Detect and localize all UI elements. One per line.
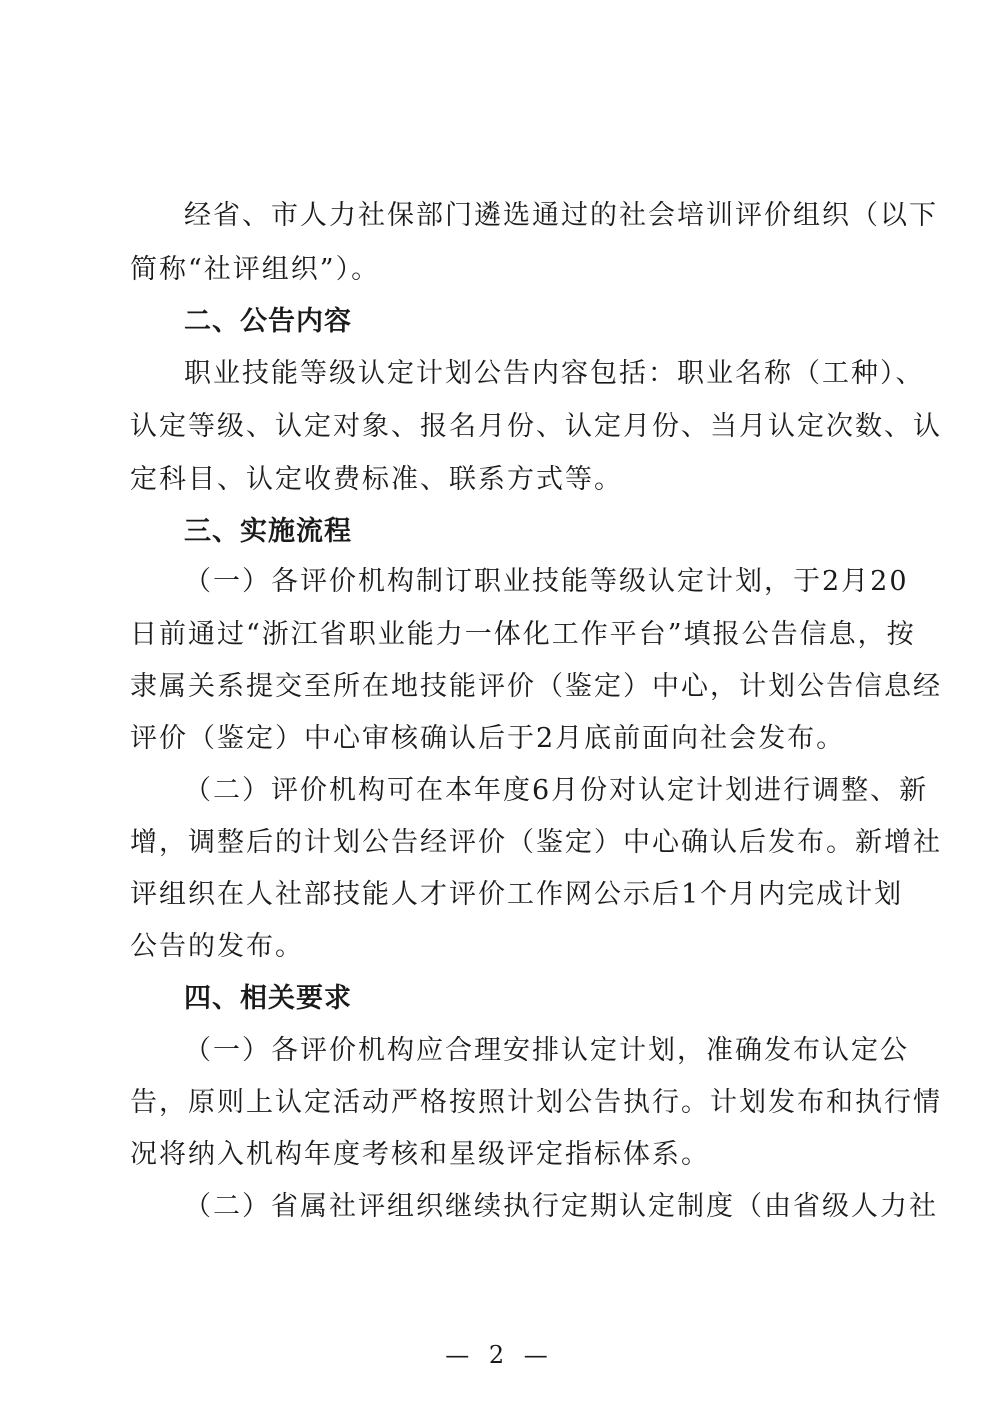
paragraph-line: 职业技能等级认定计划公告内容包括：职业名称（工种）、 xyxy=(184,358,925,389)
paragraph-line: 定科目、认定收费标准、联系方式等。 xyxy=(130,464,623,495)
paragraph-line: （二）评价机构可在本年度6月份对认定计划进行调整、新 xyxy=(184,775,929,806)
paragraph-line: 告，原则上认定活动严格按照计划公告执行。计划发布和执行情 xyxy=(130,1087,942,1118)
paragraph-line: 评价（鉴定）中心审核确认后于2月底前面向社会发布。 xyxy=(130,723,846,754)
paragraph-line: 经省、市人力社保部门遴选通过的社会培训评价组织（以下 xyxy=(184,200,938,231)
paragraph-line: （一）各评价机构应合理安排认定计划，准确发布认定公 xyxy=(184,1035,909,1066)
section-heading: 四、相关要求 xyxy=(184,983,352,1014)
paragraph-line: 评组织在人社部技能人才评价工作网公示后1个月内完成计划 xyxy=(130,879,904,910)
section-heading: 二、公告内容 xyxy=(184,306,352,337)
paragraph-line: 简称“社评组织”）。 xyxy=(130,254,381,285)
paragraph-line: 隶属关系提交至所在地技能评价（鉴定）中心，计划公告信息经 xyxy=(130,671,942,702)
paragraph-line: 认定等级、认定对象、报名月份、认定月份、当月认定次数、认 xyxy=(130,411,942,442)
paragraph-line: 增，调整后的计划公告经评价（鉴定）中心确认后发布。新增社 xyxy=(130,827,942,858)
paragraph-line: 况将纳入机构年度考核和星级评定指标体系。 xyxy=(130,1139,710,1170)
page-number: — 2 — xyxy=(445,1341,554,1369)
paragraph-line: （一）各评价机构制订职业技能等级认定计划，于2月20 xyxy=(184,566,909,597)
section-heading: 三、实施流程 xyxy=(184,516,352,547)
paragraph-line: 日前通过“浙江省职业能力一体化工作平台”填报公告信息，按 xyxy=(130,619,916,650)
paragraph-line: （二）省属社评组织继续执行定期认定制度（由省级人力社 xyxy=(184,1191,938,1222)
paragraph-line: 公告的发布。 xyxy=(130,931,304,962)
